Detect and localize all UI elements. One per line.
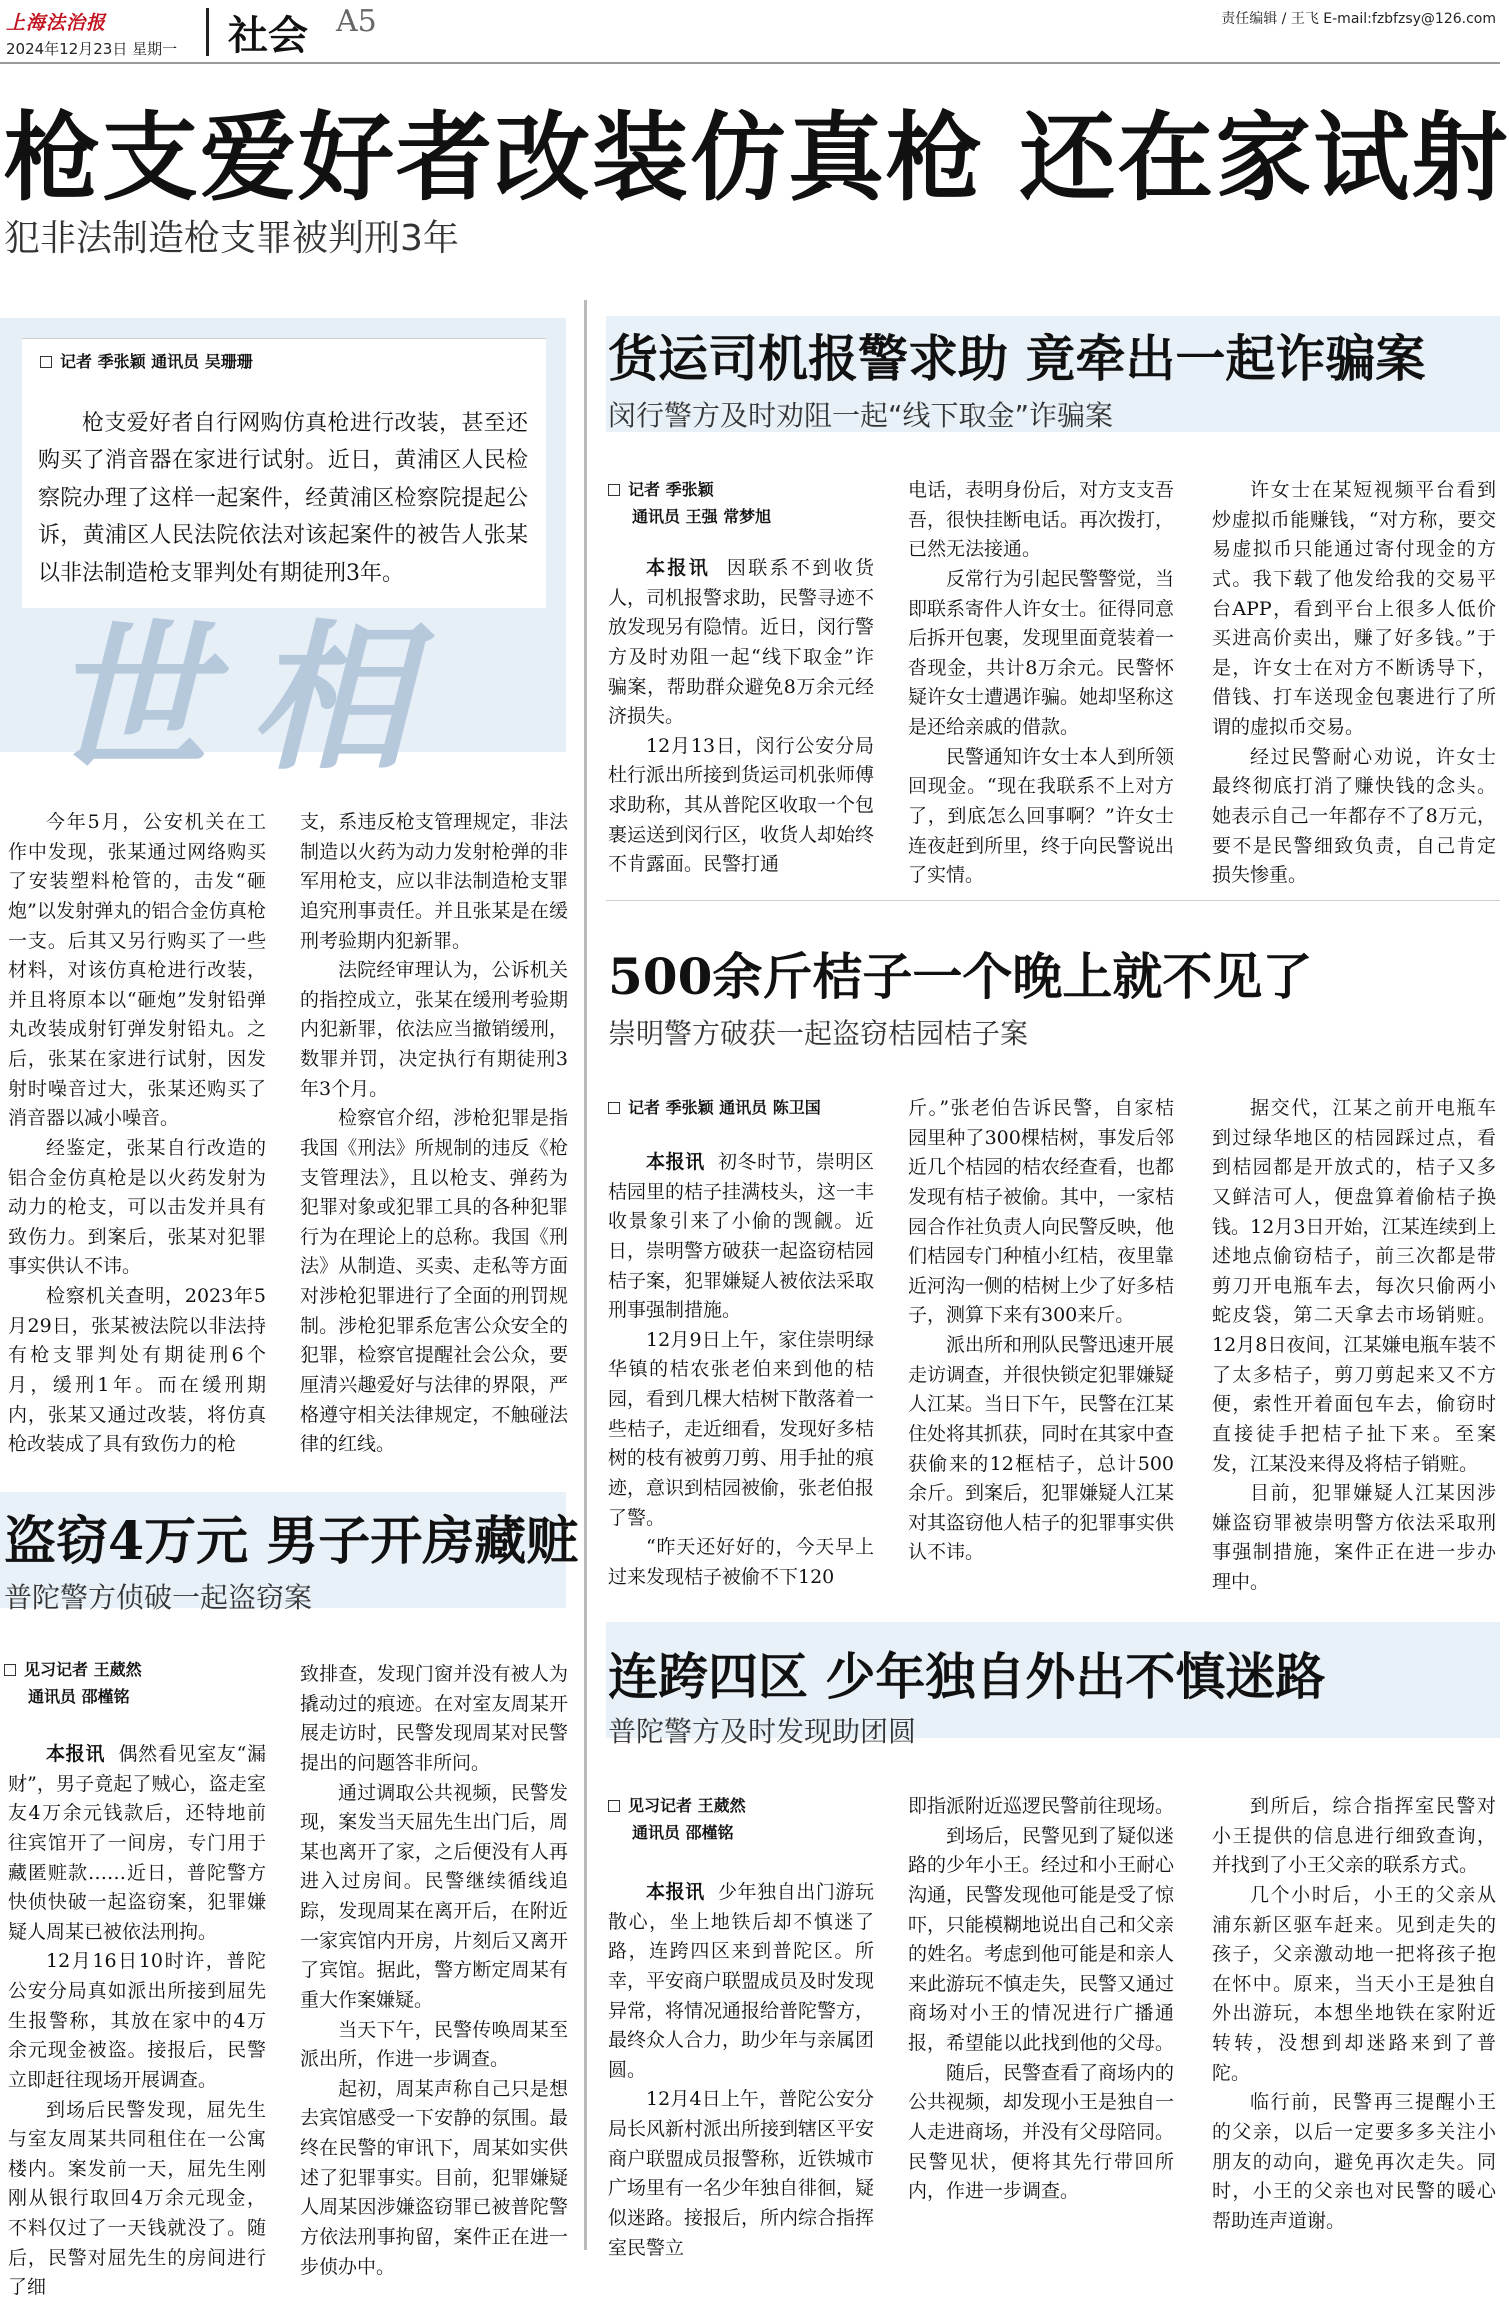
page-number: A5 [336,4,377,39]
byline: 记者 季张颖 通讯员 陈卫国 [608,1094,821,1121]
main-headline: 枪支爱好者改装仿真枪 还在家试射 [4,101,1509,214]
header-divider [206,8,209,56]
story-headline: 盗窃4万元 男子开房藏赃 [4,1511,579,1572]
editor-credit: 责任编辑 / 王飞 E-mail:fzbfzsy@126.com [1221,11,1496,27]
story-subheadline: 普陀警方及时发现助团圆 [608,1715,917,1748]
square-bullet-icon [4,1664,16,1676]
section-name: 社会 [228,13,308,59]
article-column: 本报讯 初冬时节，崇明区桔园里的桔子挂满枝头，这一丰收景象引来了小偷的觊觎。近日，崇明警方破获一起盗窃桔园桔子案，犯罪嫌疑人被依法采取刑事强制措施。 12月9日上午，家住崇明绿华镇的桔农张老伯来到他的桔园，看到几棵大桔树下散落着一些桔子，走近细看，发现好多桔树的枝有被剪刀剪、用手扯的痕迹，意识到桔园被偷，张老伯报了警。 “昨天还好好的，今天早上过来发现桔子被偷不下120 [608,1151,875,1588]
issue-date: 2024年12月23日 星期一 [6,40,178,58]
article-column: 支，系违反枪支管理规定，非法制造以火药为动力发射枪弹的非军用枪支，应以非法制造枪支罪追究刑事责任。并且张某是在缓刑考验期内犯新罪。 法院经审理认为，公诉机关的指控成立，张某在缓刑考验期内犯新罪，依法应当撤销缓刑，数罪并罚，决定执行有期徒刑3年3个月。 检察官介绍，涉枪犯罪是指我国《刑法》所规制的违反《枪支管理法》，且以枪支、弹药为犯罪对象或犯罪工具的各种犯罪行为在理论上的总称。我国《刑法》从制造、买卖、走私等方面对涉枪犯罪进行了全面的刑罚规制。涉枪犯罪系危害公众安全的犯罪，检察官提醒社会公众，要厘清兴趣爱好与法律的界限，严格遵守相关法律规定，不触碰法律的红线。 [300,811,568,1456]
article-column: 电话，表明身份后，对方支支吾吾，很快挂断电话。再次拨打，已然无法接通。 反常行为引起民警警觉，当即联系寄件人许女士。征得同意后拆开包裹，发现里面竟装着一沓现金，共计8万余元。民警怀疑许女士遭遇诈骗。她却坚称这是还给亲戚的借款。 民警通知许女士本人到所领回现金。“现在我联系不上对方了，到底怎么回事啊？”许女士连夜赶到所里，终于向民警说出了实情。 [908,479,1175,887]
article-column: 本报讯 偶然看见室友“漏财”，男子竟起了贼心，盗走室友4万余元钱款后，还特地前往宾馆开了一间房，专门用于藏匿赃款……近日，普陀警方快侦快破一起盗窃案，犯罪嫌疑人周某已被依法刑拘。 12月16日10时许，普陀公安分局真如派出所接到屈先生报警称，其放在家中的4万余元现金被盗。接报后，民警立即赶往现场开展调查。 到场后民警发现，屈先生与室友周某共同租住在一公寓楼内。案发前一天，屈先生刚刚从银行取回4万余元现金，不料仅过了一天钱就没了。随后，民警对屈先生的房间进行了细 [8,1743,266,2299]
article-column: 斤。”张老伯告诉民警，自家桔园里种了300棵桔树，事发后邻近几个桔园的桔农经查看，也都发现有桔子被偷。其中，一家桔园合作社负责人向民警反映，他们桔园专门种植小红桔，夜里靠近河沟一侧的桔树上少了好多桔子，测算下来有300来斤。 派出所和刑队民警迅速开展走访调查，并很快锁定犯罪嫌疑人江某。当日下午，民警在江某住处将其抓获，同时在其家中查获偷来的12框桔子，总计500余斤。到案后，犯罪嫌疑人江某对其盗窃他人桔子的犯罪事实供认不讳。 [908,1097,1175,1564]
story-headline: 连跨四区 少年独自外出不慎迷路 [608,1647,1326,1706]
article-column: 本报讯 少年独自出门游玩散心，坐上地铁后却不慎迷了路，连跨四区来到普陀区。所幸，平安商户联盟成员及时发现异常，将情况通报给普陀警方，最终众人合力，助少年与亲属团圆。 12月4日上午，普陀公安分局长风新村派出所接到辖区平安商户联盟成员报警称，近铁城市广场里有一名少年独自徘徊，疑似迷路。接报后，所内综合指挥室民警立 [608,1881,875,2259]
header-rule [0,62,1500,64]
article-column: 许女士在某短视频平台看到炒虚拟币能赚钱，“对方称，要交易虚拟币只能通过寄付现金的方式。我下载了他发给我的交易平台APP，看到平台上很多人低价买进高价卖出，赚了好多钱。”于是，许女士在对方不断诱导下，借钱、打车送现金包裹进行了所谓的虚拟币交易。 经过民警耐心劝说，许女士最终彻底打消了赚快钱的念头。她表示自己一年都存不了8万元，要不是民警细致负责，自己肯定损失惨重。 [1212,479,1496,887]
byline: 记者 季张颖 通讯员 王强 常梦旭 [608,476,771,530]
article-column: 致排查，发现门窗并没有被人为撬动过的痕迹。在对室友周某开展走访时，民警发现周某对民警提出的问题答非所问。 通过调取公共视频，民警发现，案发当天屈先生出门后，周某也离开了家，之后便没有人再进入过房间。民警继续循线追踪，发现周某在离开后，在附近一家宾馆内开房，片刻后又离开了宾馆。据此，警方断定周某有重大作案嫌疑。 当天下午，民警传唤周某至派出所，作进一步调查。 起初，周某声称自己只是想去宾馆感受一下安静的氛围。最终在民警的审讯下，周某如实供述了犯罪事实。目前，犯罪嫌疑人周某因涉嫌盗窃罪已被普陀警方依法刑事拘留，案件正在进一步侦办中。 [300,1663,568,2278]
article-column: 即指派附近巡逻民警前往现场。 到场后，民警见到了疑似迷路的少年小王。经过和小王耐心沟通，民警发现他可能是受了惊吓，只能模糊地说出自己和父亲的姓名。考虑到他可能是和亲人来此游玩不慎走失，民警又通过商场对小王的情况进行广播通报，希望能以此找到他的父母。 随后，民警查看了商场内的公共视频，却发现小王是独自一人走进商场，并没有父母陪同。民警见状，便将其先行带回所内，作进一步调查。 [908,1795,1175,2203]
story-subheadline: 崇明警方破获一起盗窃桔园桔子案 [608,1017,1029,1050]
calligraphy-watermark: 世相 [50,604,451,792]
article-column: 据交代，江某之前开电瓶车到过绿华地区的桔园踩过点，看到桔园都是开放式的，桔子又多又鲜洁可人，便盘算着偷桔子换钱。12月3日开始，江某连续到上述地点偷窃桔子，前三次都是带剪刀开电瓶车去，每次只偷两小蛇皮袋，第二天拿去市场销赃。12月8日夜间，江某嫌电瓶车装不了太多桔子，剪刀剪起来又不方便，索性开着面包车去，偷窃时直接徒手把桔子扯下来。至案发，江某没来得及将桔子销赃。 目前，犯罪嫌疑人江某因涉嫌盗窃罪被崇明警方依法采取刑事强制措施，案件正在进一步办理中。 [1212,1097,1496,1593]
byline: 见习记者 王葳然 通讯员 邵槿铭 [4,1656,142,1710]
column-divider [584,300,587,2250]
story-headline: 货运司机报警求助 竟牵出一起诈骗案 [608,329,1426,388]
newspaper-logo: 上海法治报 [6,12,107,34]
section-rule [606,900,1500,901]
byline: 见习记者 王葳然 通讯员 邵槿铭 [608,1792,746,1846]
main-subheadline: 犯非法制造枪支罪被判刑3年 [4,218,459,259]
square-bullet-icon [608,1102,620,1114]
square-bullet-icon [608,1800,620,1812]
story-headline: 500余斤桔子一个晚上就不见了 [608,947,1313,1006]
square-bullet-icon [40,356,52,368]
story-subheadline: 普陀警方侦破一起盗窃案 [4,1581,313,1614]
article-column: 今年5月，公安机关在工作中发现，张某通过网络购买了安装塑料枪管的，击发“砸炮”以发射弹丸的铝合金仿真枪一支。后其又另行购买了一些材料，对该仿真枪进行改装，并且将原本以“砸炮”发射铅弹丸改装成射钉弹发射铅丸。之后，张某在家进行试射，因发射时噪音过大，张某还购买了消音器以减小噪音。 经鉴定，张某自行改造的铝合金仿真枪是以火药发射为动力的枪支，可以击发并具有致伤力。到案后，张某对犯罪事实供认不讳。 检察机关查明，2023年5月29日，张某被法院以非法持有枪支罪判处有期徒刑6个月，缓刑1年。而在缓刑期内，张某又通过改装，将仿真枪改装成了具有致伤力的枪 [8,811,266,1456]
square-bullet-icon [608,484,620,496]
story-subheadline: 闵行警方及时劝阻一起“线下取金”诈骗案 [608,399,1114,432]
intro-paragraph: 枪支爱好者自行网购仿真枪进行改装，甚至还购买了消音器在家进行试射。近日，黄浦区人民检察院办理了这样一起案件，经黄浦区检察院提起公诉，黄浦区人民法院依法对该起案件的被告人张某以非法制造枪支罪判处有期徒刑3年。 [38,411,528,586]
article-column: 本报讯 因联系不到收货人，司机报警求助，民警寻迹不放发现另有隐情。近日，闵行警方及时劝阻一起“线下取金”诈骗案，帮助群众避免8万余元经济损失。 12月13日，闵行公安分局杜行派出所接到货运司机张师傅求助称，其从普陀区收取一个包裹运送到闵行区，收货人却始终不肯露面。民警打通 [608,557,875,876]
byline: 记者 季张颖 通讯员 吴珊珊 [40,348,253,375]
article-column: 到所后，综合指挥室民警对小王提供的信息进行细致查询，并找到了小王父亲的联系方式。 几个小时后，小王的父亲从浦东新区驱车赶来。见到走失的孩子，父亲激动地一把将孩子抱在怀中。原来，当天小王是独自外出游玩，本想坐地铁在家附近转转，没想到却迷路来到了普陀。 临行前，民警再三提醒小王的父亲，以后一定要多多关注小朋友的动向，避免再次走失。同时，小王的父亲也对民警的暖心帮助连声道谢。 [1212,1795,1496,2232]
